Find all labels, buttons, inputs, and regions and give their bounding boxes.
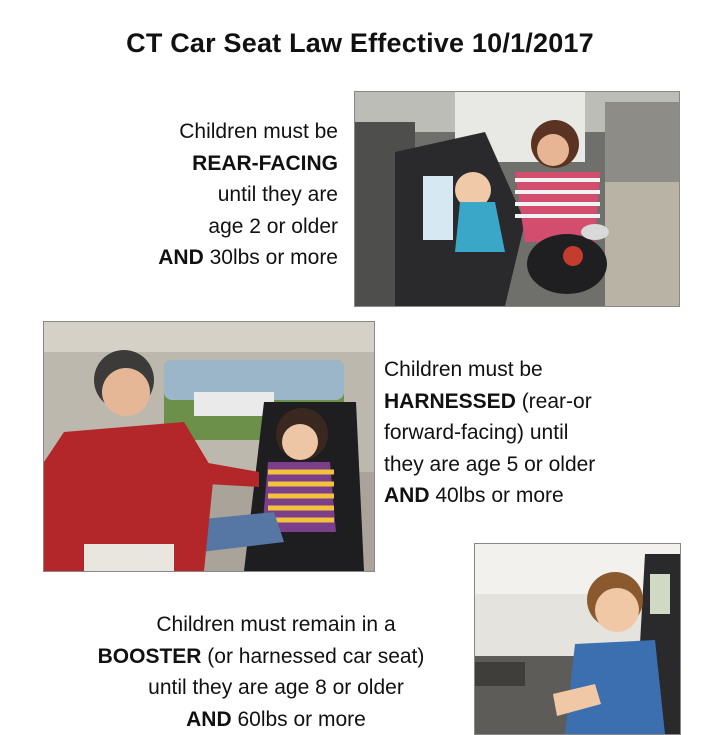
rule-line: AND 30lbs or more: [90, 242, 338, 274]
harnessed-rule: [384, 354, 684, 512]
rule-line: until they are: [90, 179, 338, 211]
booster-rule: [40, 609, 482, 735]
rule-line: Children must be: [90, 116, 338, 148]
rule-line: they are age 5 or older: [384, 449, 684, 481]
rule-line: HARNESSED (rear-or: [384, 386, 684, 418]
rule-line: BOOSTER (or harnessed car seat): [40, 641, 482, 673]
rule-line: forward-facing) until: [384, 417, 684, 449]
rule-line: REAR-FACING: [90, 148, 338, 180]
rule-line: AND 60lbs or more: [40, 704, 482, 735]
rule-line: age 2 or older: [90, 211, 338, 243]
rule-line: AND 40lbs or more: [384, 480, 684, 512]
rule-line: Children must be: [384, 354, 684, 386]
page-title: CT Car Seat Law Effective 10/1/2017: [0, 28, 720, 59]
rear-facing-rule: [90, 116, 338, 274]
rule-line: until they are age 8 or older: [40, 672, 482, 704]
rear-facing-car-seat-photo: [354, 91, 680, 307]
rule-line: Children must remain in a: [40, 609, 482, 641]
booster-seat-photo: [474, 543, 681, 735]
harnessed-car-seat-photo: [43, 321, 375, 572]
